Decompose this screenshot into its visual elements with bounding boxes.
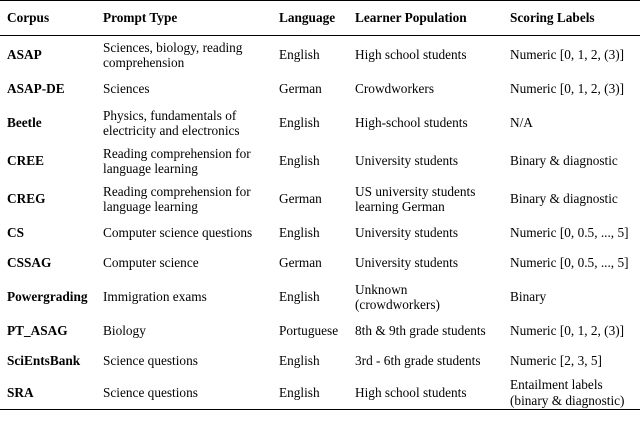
cell-scoring-labels-line: (binary & diagnostic) bbox=[510, 392, 625, 408]
cell-learner-population bbox=[348, 346, 503, 376]
cell-corpus: CSSAG bbox=[7, 255, 52, 271]
header-language: Language bbox=[272, 1, 348, 36]
table-row bbox=[0, 36, 640, 75]
cell-scoring-labels-line: Binary & diagnostic bbox=[510, 191, 618, 207]
table-row bbox=[0, 104, 640, 142]
cell-prompt-type bbox=[96, 180, 272, 218]
cell-scoring-labels-line: N/A bbox=[510, 115, 533, 131]
table-body bbox=[0, 36, 640, 410]
cell-language: English bbox=[272, 376, 348, 410]
cell-prompt-type bbox=[96, 142, 272, 180]
cell-scoring-labels-line: Binary & diagnostic bbox=[510, 153, 618, 169]
cell-language: English bbox=[279, 153, 320, 169]
cell-prompt-type bbox=[96, 36, 272, 75]
cell-learner-population bbox=[348, 74, 503, 104]
cell-scoring-labels bbox=[503, 36, 640, 75]
cell-language: English bbox=[279, 47, 320, 63]
cell-learner-population bbox=[348, 142, 503, 180]
cell-language: English bbox=[279, 115, 320, 131]
cell-prompt-type-line: electricity and electronics bbox=[103, 123, 240, 138]
cell-prompt-type bbox=[96, 346, 272, 376]
cell-prompt-type-line: Reading comprehension for bbox=[103, 183, 251, 199]
cell-prompt-type bbox=[96, 74, 272, 104]
table-row bbox=[0, 278, 640, 316]
cell-prompt-type-line: Sciences bbox=[103, 81, 150, 97]
cell-scoring-labels-line: Binary bbox=[510, 289, 547, 305]
cell-learner-population-line: 8th & 9th grade students bbox=[355, 323, 486, 339]
cell-prompt-type-line: language learning bbox=[103, 199, 198, 214]
cell-learner-population-line: University students bbox=[355, 225, 459, 241]
cell-prompt-type bbox=[96, 376, 272, 410]
table-row bbox=[0, 74, 640, 104]
cell-prompt-type-line: Science questions bbox=[103, 353, 198, 369]
cell-learner-population bbox=[348, 376, 503, 410]
cell-learner-population bbox=[348, 278, 503, 316]
cell-corpus: SRA bbox=[0, 376, 96, 410]
cell-corpus: Beetle bbox=[7, 115, 42, 131]
cell-learner-population bbox=[348, 248, 503, 278]
cell-scoring-labels bbox=[503, 74, 640, 104]
cell-scoring-labels bbox=[503, 104, 640, 142]
table-row bbox=[0, 180, 640, 218]
table-header bbox=[0, 1, 640, 36]
cell-prompt-type bbox=[96, 278, 272, 316]
header-corpus: Corpus bbox=[0, 1, 96, 36]
cell-prompt-type bbox=[96, 218, 272, 248]
cell-language: English bbox=[279, 353, 320, 369]
cell-scoring-labels-line: Numeric [2, 3, 5] bbox=[510, 353, 602, 369]
cell-learner-population-line: University students bbox=[355, 255, 459, 271]
cell-language: German bbox=[279, 81, 322, 97]
header-learner-population: Learner Population bbox=[348, 1, 503, 36]
cell-prompt-type-line: language learning bbox=[103, 161, 198, 176]
header-scoring-labels: Scoring Labels bbox=[503, 1, 640, 36]
cell-corpus: PT_ASAG bbox=[7, 323, 68, 339]
table-row bbox=[0, 218, 640, 248]
cell-prompt-type-line: Sciences, biology, reading bbox=[103, 39, 243, 55]
cell-corpus: CREG bbox=[7, 191, 46, 207]
cell-scoring-labels-line: Numeric [0, 0.5, ..., 5] bbox=[510, 225, 629, 241]
cell-prompt-type-line: Science questions bbox=[103, 384, 198, 400]
cell-learner-population bbox=[348, 218, 503, 248]
cell-learner-population bbox=[348, 316, 503, 346]
cell-prompt-type bbox=[96, 248, 272, 278]
cell-learner-population-line: (crowdworkers) bbox=[355, 297, 440, 312]
cell-prompt-type-line: comprehension bbox=[103, 55, 185, 70]
cell-learner-population-line: US university students bbox=[355, 183, 476, 199]
cell-scoring-labels-line: Numeric [0, 1, 2, (3)] bbox=[510, 47, 625, 63]
cell-scoring-labels-line: Entailment labels bbox=[510, 377, 603, 392]
cell-prompt-type-line: Biology bbox=[103, 323, 146, 339]
cell-scoring-labels bbox=[503, 346, 640, 376]
table-row bbox=[0, 316, 640, 346]
cell-prompt-type-line: Computer science questions bbox=[103, 225, 253, 241]
cell-scoring-labels bbox=[503, 142, 640, 180]
table-row bbox=[0, 248, 640, 278]
cell-learner-population-line: learning German bbox=[355, 199, 445, 214]
cell-scoring-labels bbox=[503, 180, 640, 218]
table-row bbox=[0, 142, 640, 180]
table-row bbox=[0, 376, 640, 410]
cell-corpus: ASAP bbox=[7, 47, 42, 63]
cell-learner-population-line: High school students bbox=[355, 384, 467, 400]
cell-learner-population bbox=[348, 36, 503, 75]
cell-scoring-labels bbox=[503, 316, 640, 346]
cell-scoring-labels-line: Numeric [0, 0.5, ..., 5] bbox=[510, 255, 629, 271]
cell-corpus: CREE bbox=[7, 153, 44, 169]
cell-scoring-labels bbox=[503, 376, 640, 410]
cell-language: Portuguese bbox=[279, 323, 339, 339]
cell-learner-population-line: Unknown bbox=[355, 281, 408, 297]
cell-learner-population bbox=[348, 180, 503, 218]
cell-scoring-labels bbox=[503, 248, 640, 278]
cell-learner-population-line: High school students bbox=[355, 47, 467, 63]
cell-corpus: Powergrading bbox=[7, 289, 88, 305]
cell-prompt-type bbox=[96, 316, 272, 346]
cell-prompt-type-line: Physics, fundamentals of bbox=[103, 107, 237, 123]
cell-language: German bbox=[279, 255, 322, 271]
cell-scoring-labels bbox=[503, 278, 640, 316]
cell-language: German bbox=[279, 191, 322, 207]
cell-learner-population-line: High-school students bbox=[355, 115, 468, 131]
cell-corpus: SciEntsBank bbox=[7, 353, 81, 369]
table-row bbox=[0, 346, 640, 376]
cell-learner-population-line: 3rd - 6th grade students bbox=[355, 353, 481, 369]
cell-learner-population-line: University students bbox=[355, 153, 459, 169]
header-prompt-type: Prompt Type bbox=[96, 1, 272, 36]
cell-prompt-type bbox=[96, 104, 272, 142]
cell-prompt-type-line: Reading comprehension for bbox=[103, 145, 251, 161]
cell-corpus: CS bbox=[7, 225, 24, 241]
cell-prompt-type-line: Computer science bbox=[103, 255, 199, 271]
cell-language: English bbox=[279, 225, 320, 241]
cell-scoring-labels bbox=[503, 218, 640, 248]
cell-learner-population bbox=[348, 104, 503, 142]
cell-scoring-labels-line: Numeric [0, 1, 2, (3)] bbox=[510, 81, 625, 97]
cell-prompt-type-line: Immigration exams bbox=[103, 289, 207, 305]
cell-language: English bbox=[279, 289, 320, 305]
cell-scoring-labels-line: Numeric [0, 1, 2, (3)] bbox=[510, 323, 625, 339]
cell-learner-population-line: Crowdworkers bbox=[355, 81, 435, 97]
cell-corpus: ASAP-DE bbox=[7, 81, 65, 97]
header-row bbox=[0, 1, 640, 36]
